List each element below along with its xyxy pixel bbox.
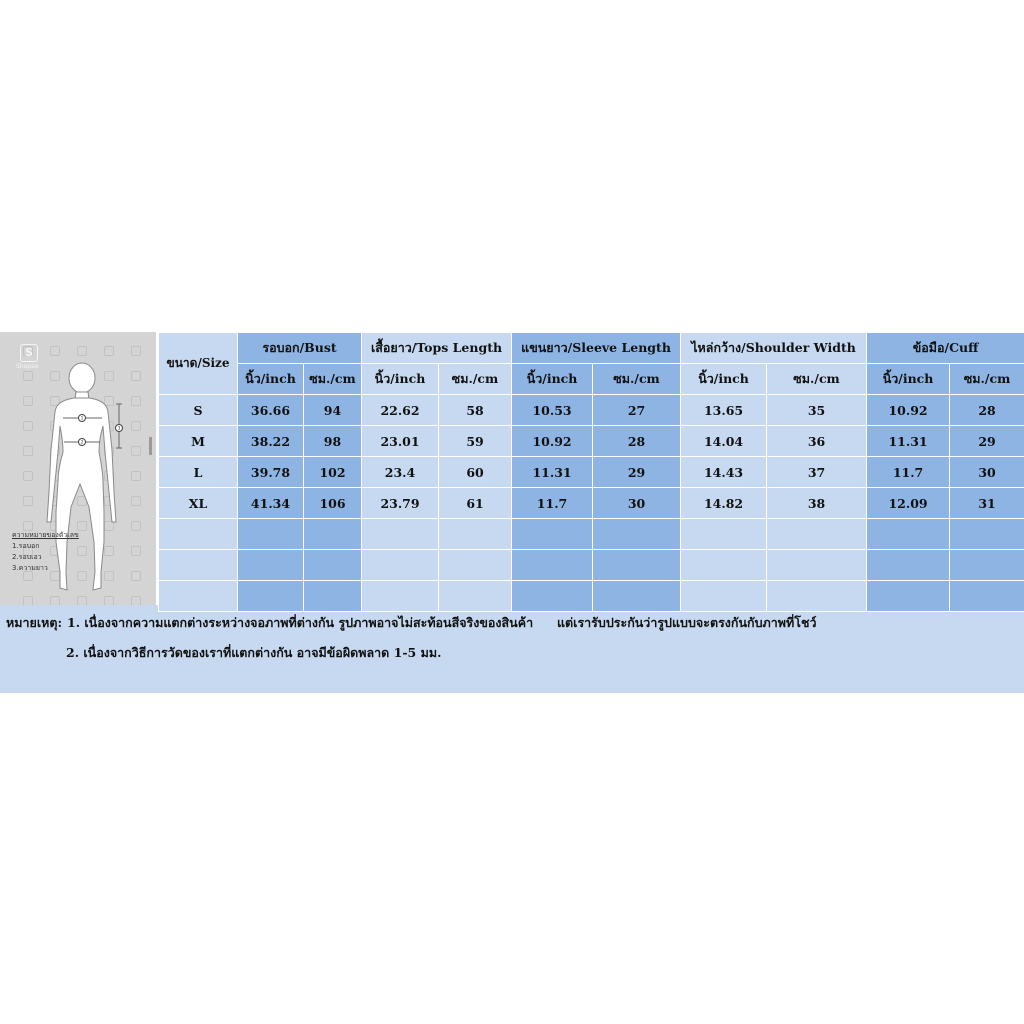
legend-item-waist: 2.รอบเอว (12, 553, 42, 561)
empty-cell (304, 519, 362, 550)
empty-cell (439, 519, 512, 550)
value-cell: 41.34 (238, 488, 304, 519)
group-header-sleeve-length: แขนยาว/Sleeve Length (512, 333, 681, 364)
empty-cell (304, 550, 362, 581)
notes-label: หมายเหตุ: (6, 615, 63, 630)
header-row-groups (159, 333, 1024, 364)
empty-table-row (159, 550, 1024, 581)
table-body (159, 395, 1024, 612)
empty-cell (439, 550, 512, 581)
empty-cell (867, 519, 950, 550)
empty-cell (159, 550, 238, 581)
size-chart (0, 332, 1024, 693)
empty-cell (238, 519, 304, 550)
empty-cell (593, 550, 681, 581)
unit-header: นิ้ว/inch (238, 364, 304, 395)
empty-cell (593, 519, 681, 550)
value-cell: 11.31 (512, 457, 593, 488)
empty-cell (767, 519, 867, 550)
empty-cell (681, 550, 767, 581)
value-cell: 14.04 (681, 426, 767, 457)
unit-header: นิ้ว/inch (512, 364, 593, 395)
value-cell: 22.62 (362, 395, 439, 426)
empty-cell (362, 550, 439, 581)
value-cell: 11.31 (867, 426, 950, 457)
body-figure-panel (0, 332, 158, 605)
empty-cell (159, 519, 238, 550)
value-cell: 28 (950, 395, 1024, 426)
value-cell: 10.53 (512, 395, 593, 426)
value-cell: 38.22 (238, 426, 304, 457)
empty-cell (512, 519, 593, 550)
unit-header: ซม./cm (304, 364, 362, 395)
unit-header: ซม./cm (593, 364, 681, 395)
table-row (159, 488, 1024, 519)
value-cell: 12.09 (867, 488, 950, 519)
value-cell: 23.4 (362, 457, 439, 488)
legend-item-bust: 1.รอบอก (12, 542, 40, 550)
marker-length-label: 3 (117, 425, 121, 431)
note-line-1: 1. เนื่องจากความแตกต่างระหว่างจอภาพที่ต่างกัน รูปภาพอาจไม่สะท้อนสีจริงของสินค้า (67, 615, 534, 630)
empty-table-row (159, 519, 1024, 550)
unit-header: ซม./cm (950, 364, 1024, 395)
marker-bust-label: 1 (80, 415, 84, 421)
value-cell: 106 (304, 488, 362, 519)
value-cell: 10.92 (512, 426, 593, 457)
value-cell: 102 (304, 457, 362, 488)
header-row-units (159, 364, 1024, 395)
note-line-1-continued: แต่เรารับประกันว่ารูปแบบจะตรงกันกับภาพที่โชว์ (557, 615, 817, 630)
value-cell: 27 (593, 395, 681, 426)
value-cell: 37 (767, 457, 867, 488)
group-header-tops-length: เสื้อยาว/Tops Length (362, 333, 512, 364)
legend-item-length: 3.ความยาว (12, 564, 48, 572)
empty-cell (950, 550, 1024, 581)
value-cell: 28 (593, 426, 681, 457)
empty-cell (867, 550, 950, 581)
group-header-cuff: ข้อมือ/Cuff (867, 333, 1024, 364)
value-cell: 14.43 (681, 457, 767, 488)
value-cell: 59 (439, 426, 512, 457)
value-cell: 94 (304, 395, 362, 426)
value-cell: 31 (950, 488, 1024, 519)
value-cell: 29 (593, 457, 681, 488)
group-header-bust: รอบอก/Bust (238, 333, 362, 364)
value-cell: 11.7 (512, 488, 593, 519)
value-cell: 11.7 (867, 457, 950, 488)
empty-cell (512, 550, 593, 581)
empty-cell (362, 519, 439, 550)
value-cell: 23.01 (362, 426, 439, 457)
empty-cell (238, 550, 304, 581)
size-table (158, 332, 1024, 612)
size-cell: XL (159, 488, 238, 519)
empty-cell (767, 550, 867, 581)
value-cell: 35 (767, 395, 867, 426)
value-cell: 39.78 (238, 457, 304, 488)
notes-section (0, 605, 1024, 693)
table-row (159, 457, 1024, 488)
figure-legend (12, 530, 102, 574)
value-cell: 98 (304, 426, 362, 457)
value-cell: 61 (439, 488, 512, 519)
unit-header: ซม./cm (767, 364, 867, 395)
value-cell: 13.65 (681, 395, 767, 426)
empty-cell (681, 519, 767, 550)
note-line-2: 2. เนื่องจากวิธีการวัดของเราที่แตกต่างกัน อาจมีข้อผิดพลาด 1-5 มม. (66, 645, 442, 660)
size-cell: S (159, 395, 238, 426)
value-cell: 29 (950, 426, 1024, 457)
value-cell: 23.79 (362, 488, 439, 519)
value-cell: 60 (439, 457, 512, 488)
unit-header: นิ้ว/inch (362, 364, 439, 395)
size-cell: M (159, 426, 238, 457)
value-cell: 38 (767, 488, 867, 519)
value-cell: 30 (950, 457, 1024, 488)
value-cell: 36 (767, 426, 867, 457)
unit-header: นิ้ว/inch (681, 364, 767, 395)
legend-title: ความหมายของตัวเลข (12, 531, 79, 539)
unit-header: ซม./cm (439, 364, 512, 395)
table-row (159, 395, 1024, 426)
value-cell: 30 (593, 488, 681, 519)
table-row (159, 426, 1024, 457)
value-cell: 14.82 (681, 488, 767, 519)
shopee-logo-text: Shopee (16, 363, 39, 370)
value-cell: 58 (439, 395, 512, 426)
shopee-logo-icon: S (20, 344, 38, 362)
marker-waist-label: 2 (80, 439, 84, 445)
value-cell: 10.92 (867, 395, 950, 426)
size-cell: L (159, 457, 238, 488)
size-column-header: ขนาด/Size (159, 333, 238, 395)
unit-header: นิ้ว/inch (867, 364, 950, 395)
empty-cell (950, 519, 1024, 550)
value-cell: 36.66 (238, 395, 304, 426)
group-header-shoulder-width: ไหล่กว้าง/Shoulder Width (681, 333, 867, 364)
